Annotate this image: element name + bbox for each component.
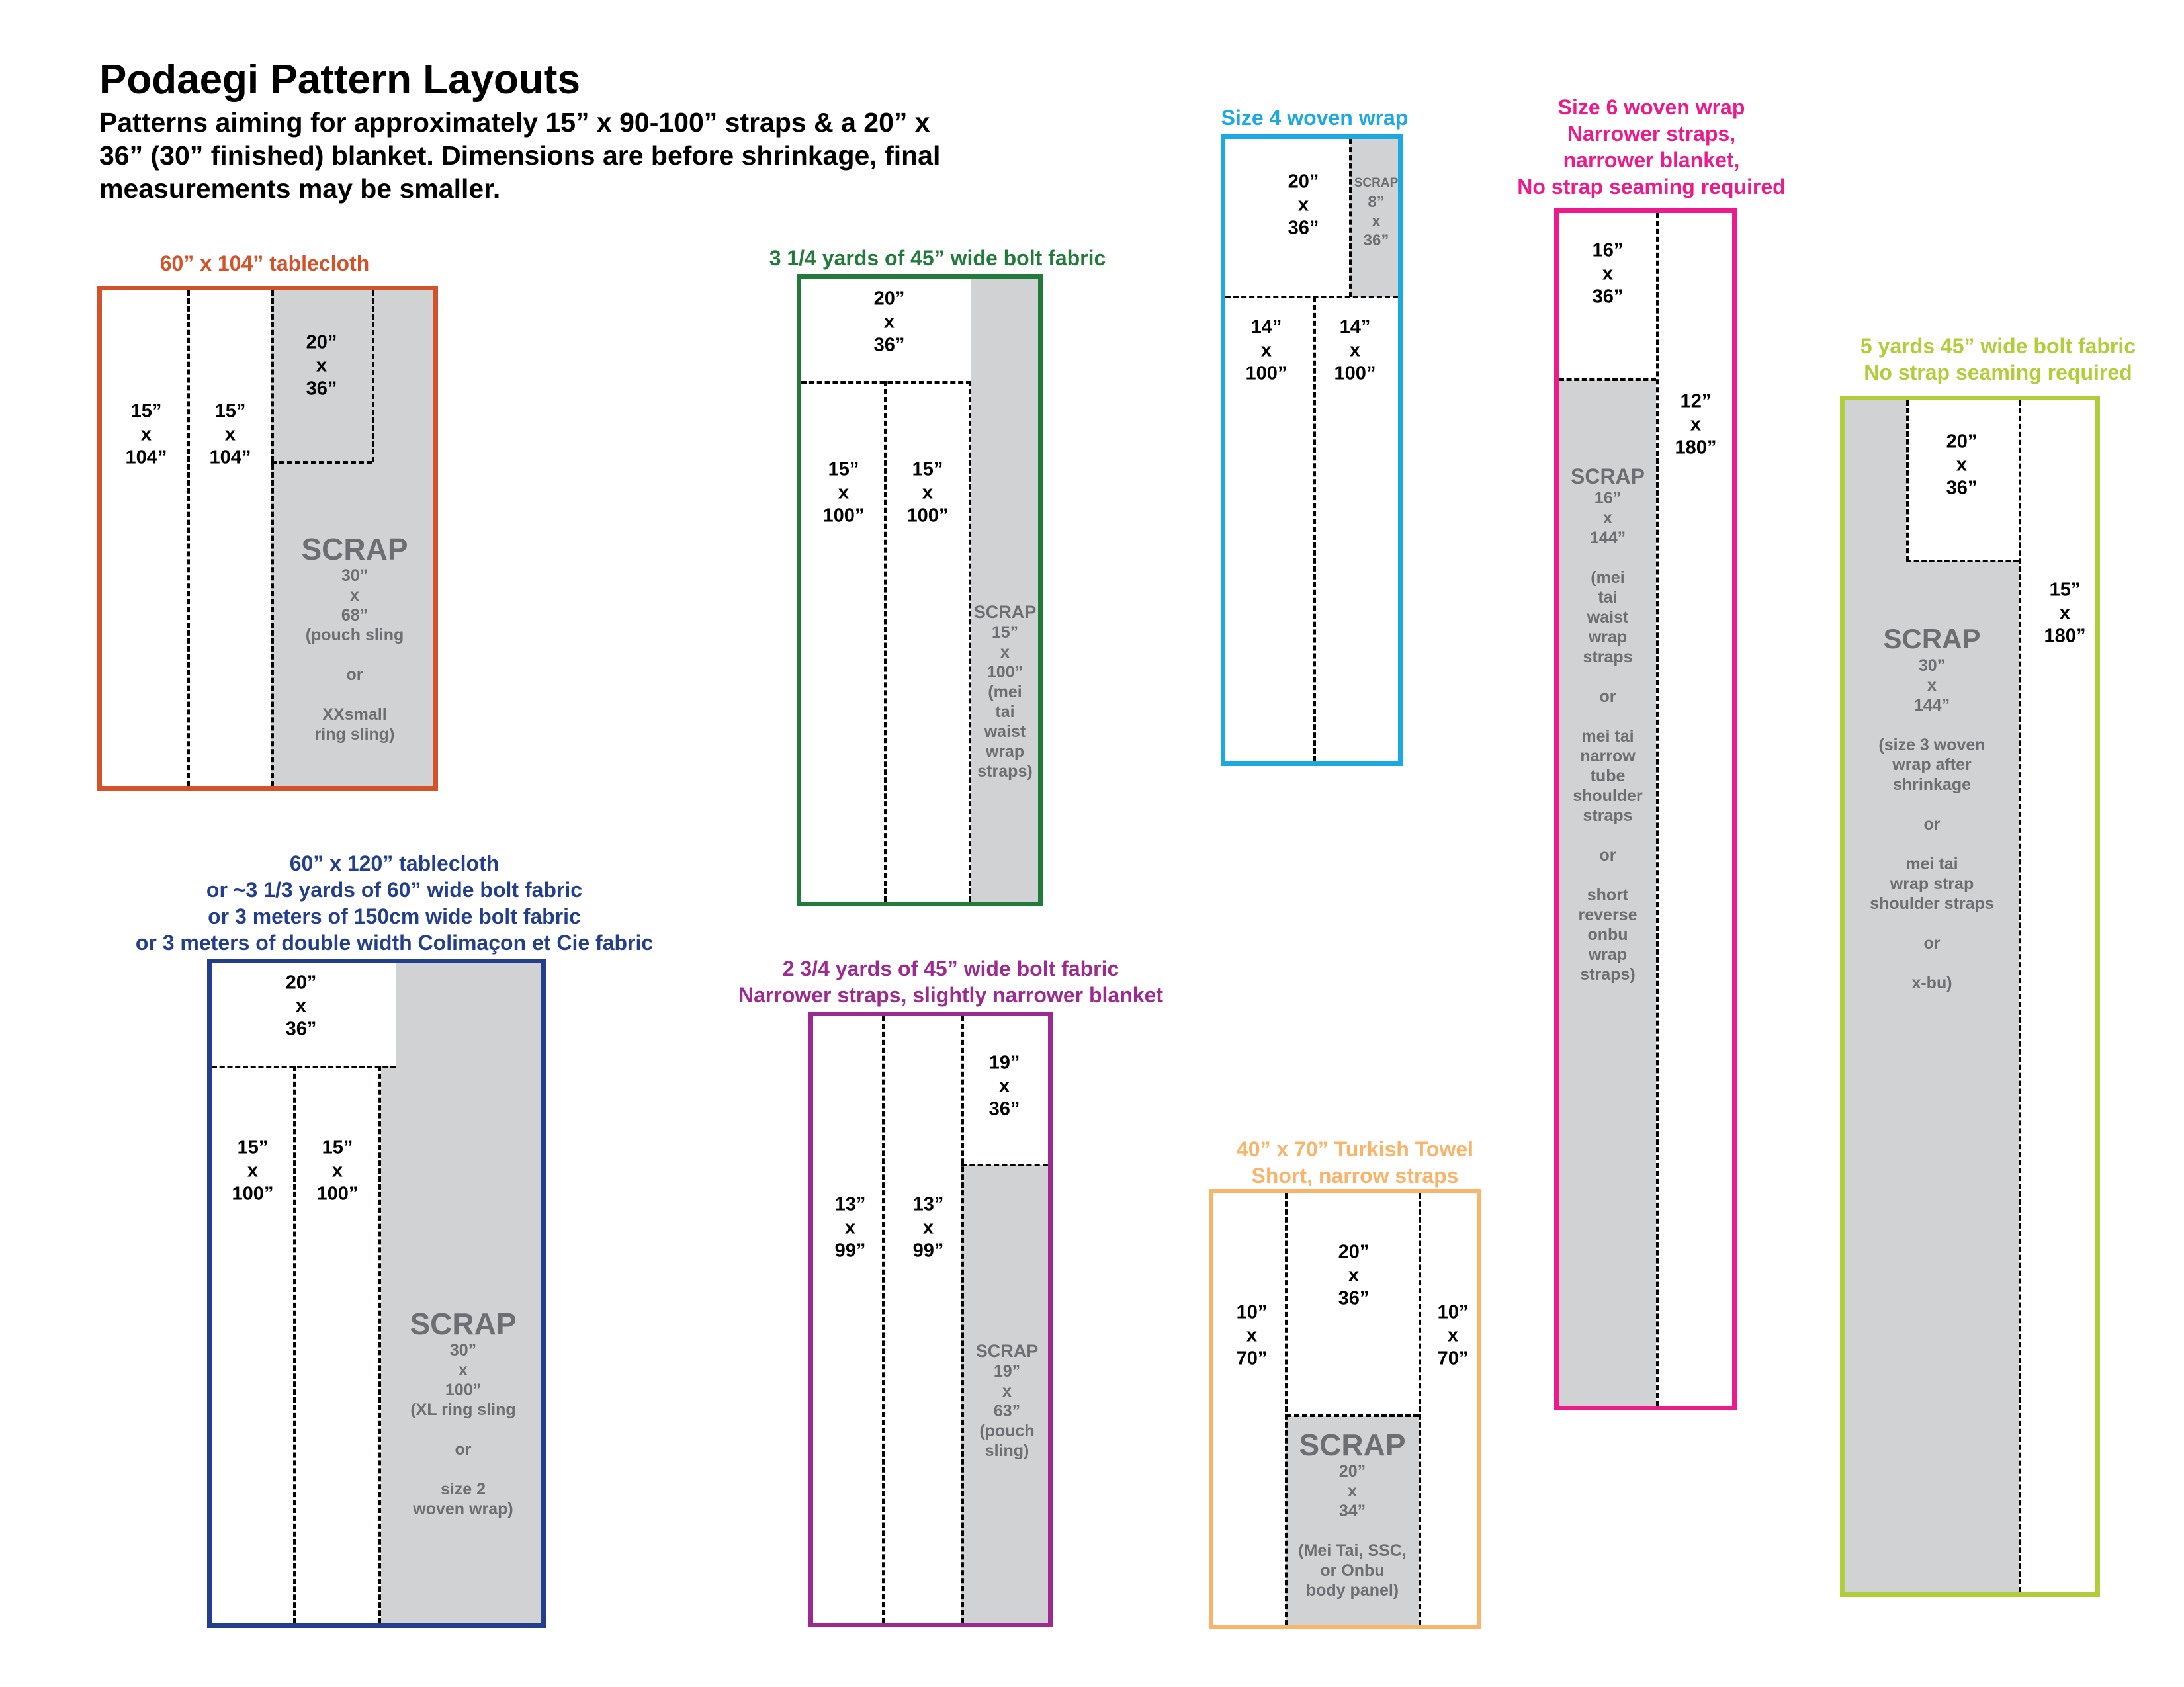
text-line: x: [1002, 1382, 1012, 1401]
text-line: Size 6 woven wrap: [1557, 95, 1745, 119]
text-line: [1571, 826, 1645, 845]
scrap-title: SCRAP: [410, 1307, 517, 1341]
text-line: x: [1956, 454, 1968, 476]
text-line: narrow: [1580, 747, 1636, 765]
scrap-title: SCRAP: [973, 602, 1037, 622]
text-line: x: [1602, 263, 1614, 284]
cut-line: [1313, 297, 1316, 761]
text-line: tai: [995, 703, 1015, 721]
piece-strap: [317, 1137, 359, 1206]
text-line: 3 1/4 yards of 45” wide bolt fabric: [769, 246, 1106, 270]
scrap-notes: [974, 682, 1037, 781]
text-line: (pouch sling: [305, 626, 404, 644]
text-line: x: [295, 995, 307, 1017]
scrap-region: [396, 963, 541, 1066]
text-line: x: [844, 1217, 856, 1238]
text-line: 36”: [873, 334, 905, 356]
cut-line: [293, 1066, 296, 1623]
layout-board-turkish-towel: [1209, 1189, 1481, 1629]
text-line: 100”: [1245, 363, 1288, 384]
text-line: 40” x 70” Turkish Towel: [1236, 1137, 1474, 1161]
text-line: 100”: [986, 663, 1024, 681]
text-line: [410, 1420, 516, 1440]
layout-board-bolt-3-25: [797, 274, 1043, 906]
text-line: 13”: [912, 1193, 944, 1215]
text-line: wrap: [1588, 628, 1628, 646]
text-line: x: [1297, 194, 1309, 216]
text-line: x: [224, 423, 236, 445]
scrap-dims: [301, 566, 408, 625]
piece-strap: [907, 458, 949, 528]
text-line: [1571, 667, 1645, 687]
text-line: 14”: [1339, 316, 1371, 338]
text-line: or: [1599, 687, 1616, 706]
text-line: [1870, 914, 1994, 933]
text-line: 99”: [912, 1240, 944, 1262]
scrap-dims: [1571, 488, 1645, 548]
text-line: 36”: [988, 1098, 1020, 1120]
scrap-title: SCRAP: [975, 1341, 1039, 1361]
text-line: 19”: [993, 1362, 1021, 1381]
scrap-dims: [1354, 193, 1399, 250]
scrap-notes: [1571, 548, 1645, 984]
layout-heading-woven-size6: [1517, 94, 1785, 200]
layout-board-bolt-5: [1840, 396, 2100, 1597]
scrap-region: [971, 279, 1038, 902]
scrap-label: [1298, 1428, 1406, 1600]
text-line: straps): [977, 762, 1033, 781]
text-line: onbu: [1587, 926, 1628, 944]
text-line: 30”: [341, 566, 369, 585]
text-line: 104”: [125, 447, 167, 468]
text-line: 19”: [988, 1052, 1020, 1074]
text-line: short: [1587, 886, 1629, 904]
scrap-title: SCRAP: [1570, 464, 1645, 488]
scrap-region: [1845, 400, 2019, 1592]
text-line: x: [922, 1217, 934, 1238]
text-line: or Onbu: [1320, 1561, 1385, 1580]
text-line: 36”: [306, 378, 337, 400]
page-subtitle: Patterns aiming for approximately 15” x 90-100” straps & a 20” x 36” (30” finished) blanket. Dimensions are before shrinkage, final measurements may be smaller.: [99, 107, 941, 204]
text-line: [1870, 795, 1994, 814]
text-line: or: [1599, 846, 1616, 865]
piece-strap: [1246, 316, 1288, 386]
text-line: 16”: [1594, 489, 1622, 507]
cut-line: [1656, 213, 1659, 1406]
text-line: 16”: [1592, 239, 1624, 261]
text-line: x: [247, 1160, 259, 1182]
piece-strap: [1675, 390, 1717, 460]
text-line: 144”: [1913, 696, 1950, 714]
cut-line: [1906, 560, 2019, 562]
text-line: 100”: [822, 505, 865, 527]
cut-line: [1349, 139, 1352, 297]
text-line: x: [331, 1160, 343, 1182]
text-line: 36”: [1338, 1287, 1370, 1309]
text-line: sling): [984, 1442, 1029, 1460]
cut-line: [961, 1016, 964, 1623]
text-line: x: [140, 423, 152, 445]
piece-blanket: [874, 288, 905, 357]
text-line: mei tai: [1581, 727, 1634, 746]
text-line: size 2: [440, 1480, 486, 1498]
scrap-title: SCRAP: [301, 532, 408, 566]
text-line: [1870, 953, 1994, 973]
text-line: No strap seaming required: [1864, 361, 2132, 384]
text-line: tube: [1590, 767, 1626, 785]
text-line: 20”: [1338, 1241, 1370, 1263]
text-line: 34”: [1338, 1502, 1366, 1520]
piece-blanket: [286, 972, 317, 1041]
text-line: x: [1348, 1482, 1357, 1500]
text-line: 5 yards 45” wide bolt fabric: [1860, 334, 2136, 358]
text-line: or: [1923, 815, 1941, 834]
text-line: 60” x 120” tablecloth: [289, 851, 500, 875]
text-line: [1571, 865, 1645, 885]
text-line: mei tai: [1905, 855, 1958, 873]
text-line: or ~3 1/3 yards of 60” wide bolt fabric: [206, 878, 583, 902]
cut-line: [1906, 400, 1909, 561]
text-line: 15”: [991, 623, 1019, 642]
text-line: or 3 meters of 150cm wide bolt fabric: [208, 904, 581, 928]
cut-line: [187, 290, 190, 786]
layout-board-woven-size6: [1554, 208, 1737, 1410]
scrap-title: SCRAP: [1354, 176, 1399, 190]
text-line: 68”: [341, 606, 369, 625]
cut-line: [271, 461, 372, 464]
text-line: 36”: [1288, 217, 1319, 239]
text-line: [1571, 548, 1645, 568]
text-line: x: [1260, 339, 1272, 361]
text-line: 15”: [237, 1137, 269, 1158]
scrap-notes: [1298, 1521, 1406, 1600]
text-line: x: [316, 355, 328, 376]
text-line: straps: [1583, 806, 1633, 825]
piece-strap: [913, 1193, 944, 1263]
text-line: x: [1372, 212, 1381, 230]
text-line: 20”: [1338, 1462, 1366, 1481]
text-line: 100”: [445, 1381, 482, 1399]
text-line: 30”: [1918, 656, 1946, 675]
scrap-notes: [410, 1400, 516, 1519]
text-line: narrower blanket,: [1563, 148, 1740, 172]
text-line: x: [838, 482, 850, 503]
piece-blanket: [306, 331, 337, 401]
text-line: x: [1603, 509, 1612, 527]
scrap-label: [1571, 464, 1645, 984]
text-line: 15”: [130, 400, 162, 422]
text-line: waist: [1587, 608, 1629, 627]
scrap-label: [974, 602, 1037, 781]
piece-blanket: [989, 1052, 1020, 1121]
cut-line: [1559, 378, 1656, 381]
text-line: shoulder: [1573, 787, 1643, 805]
text-line: x: [350, 586, 359, 605]
cut-line: [2019, 400, 2021, 1592]
text-line: [410, 1459, 516, 1479]
text-line: Narrower straps,: [1567, 122, 1736, 146]
scrap-label: [976, 1341, 1039, 1461]
text-line: wrap: [1588, 945, 1628, 964]
text-line: 63”: [993, 1402, 1021, 1420]
text-line: 36”: [285, 1018, 317, 1040]
text-line: (size 3 woven: [1878, 736, 1986, 754]
text-line: 12”: [1680, 390, 1712, 412]
text-line: 36”: [1363, 232, 1389, 249]
text-line: straps: [1583, 648, 1633, 666]
text-line: 144”: [1589, 529, 1626, 547]
cut-line: [378, 1066, 381, 1623]
text-line: [1571, 707, 1645, 726]
text-line: wrap strap: [1890, 875, 1974, 893]
text-line: x-bu): [1911, 974, 1952, 992]
layout-board-tablecloth-104: [97, 286, 438, 791]
text-line: (mei: [1591, 568, 1625, 587]
layout-heading-tablecloth-120: [136, 850, 653, 956]
text-line: 104”: [209, 447, 251, 468]
scrap-notes: [1870, 715, 1994, 993]
text-line: [301, 685, 408, 705]
scrap-notes: [301, 625, 408, 744]
text-line: 100”: [906, 505, 949, 527]
scrap-title: SCRAP: [1299, 1428, 1406, 1462]
text-line: [1870, 834, 1994, 854]
text-line: 100”: [316, 1183, 359, 1205]
text-line: 10”: [1236, 1301, 1268, 1323]
text-line: [1298, 1521, 1406, 1541]
text-line: 15”: [2049, 579, 2081, 601]
text-line: wrap: [985, 742, 1025, 761]
text-line: x: [1246, 1324, 1258, 1346]
text-line: 15”: [214, 400, 246, 422]
text-line: 15”: [828, 458, 859, 480]
scrap-label: [410, 1307, 516, 1519]
text-line: 20”: [1288, 171, 1319, 193]
text-line: Short, narrow straps: [1251, 1164, 1459, 1188]
layout-heading-bolt-3-25: [769, 245, 1106, 271]
piece-strap: [126, 400, 167, 470]
piece-strap: [2044, 579, 2086, 648]
text-line: 20”: [1946, 431, 1978, 453]
text-line: reverse: [1578, 906, 1638, 924]
piece-strap: [823, 458, 865, 528]
text-line: x: [922, 482, 934, 503]
cut-line: [1286, 1414, 1419, 1417]
text-line: 180”: [2044, 625, 2086, 647]
text-line: x: [1349, 339, 1361, 361]
scrap-label: [1870, 623, 1994, 993]
text-line: wrap after: [1892, 756, 1972, 774]
piece-strap: [1334, 316, 1376, 386]
text-line: x: [2059, 602, 2071, 624]
piece-strap: [835, 1193, 866, 1263]
cut-line: [1419, 1193, 1421, 1625]
text-line: Narrower straps, slightly narrower blanket: [738, 983, 1163, 1007]
text-line: body panel): [1305, 1581, 1399, 1600]
text-line: (pouch: [979, 1422, 1035, 1440]
cut-line: [961, 1164, 1048, 1166]
text-line: x: [998, 1075, 1010, 1097]
text-line: XXsmall: [322, 705, 387, 724]
piece-blanket: [1338, 1241, 1370, 1311]
text-line: 20”: [873, 288, 905, 310]
text-line: 2 3/4 yards of 45” wide bolt fabric: [782, 957, 1119, 980]
piece-strap: [1438, 1301, 1469, 1371]
cut-line: [1225, 296, 1398, 298]
text-line: 14”: [1250, 316, 1282, 338]
text-line: 8”: [1368, 193, 1385, 211]
piece-strap: [1237, 1301, 1268, 1371]
scrap-title: SCRAP: [1883, 623, 1981, 654]
cut-line: [1285, 1193, 1288, 1625]
text-line: 20”: [306, 331, 337, 353]
text-line: x: [1447, 1324, 1459, 1346]
piece-blanket: [1288, 171, 1319, 240]
piece-strap: [232, 1137, 274, 1206]
text-line: x: [1000, 643, 1010, 662]
text-line: or 3 meters of double width Colimaçon et Cie fabric: [135, 931, 654, 955]
text-line: x: [1690, 413, 1702, 435]
text-line: 10”: [1437, 1301, 1469, 1323]
layout-heading-tablecloth-104: [160, 250, 370, 277]
text-line: [301, 645, 408, 665]
scrap-region: [372, 290, 433, 462]
text-line: 100”: [232, 1183, 274, 1205]
text-line: 36”: [1946, 477, 1978, 499]
text-line: x: [883, 311, 895, 333]
text-line: 30”: [449, 1341, 477, 1360]
text-line: 100”: [1334, 363, 1376, 384]
layout-board-bolt-2-75: [808, 1012, 1053, 1627]
text-line: woven wrap): [413, 1500, 513, 1518]
scrap-dims: [976, 1362, 1039, 1421]
text-line: (mei: [988, 683, 1022, 701]
text-line: (XL ring sling: [410, 1401, 516, 1419]
text-line: (Mei Tai, SSC,: [1298, 1541, 1407, 1560]
text-line: No strap seaming required: [1517, 175, 1786, 198]
text-line: 70”: [1437, 1348, 1469, 1369]
piece-blanket: [1946, 431, 1978, 500]
text-line: 180”: [1675, 437, 1717, 458]
text-line: shoulder straps: [1870, 894, 1994, 913]
text-line: 20”: [285, 972, 317, 994]
cut-line: [884, 381, 887, 902]
layout-board-tablecloth-120: [207, 959, 546, 1628]
text-line: 99”: [834, 1240, 866, 1262]
cut-line: [969, 381, 971, 902]
layout-heading-turkish-towel: [1237, 1136, 1473, 1189]
text-line: x: [459, 1361, 468, 1379]
scrap-dims: [974, 623, 1037, 682]
text-line: straps): [1580, 965, 1636, 984]
cut-line: [372, 290, 374, 462]
scrap-label: [1354, 173, 1399, 250]
text-line: tai: [1598, 588, 1618, 607]
scrap-label: [301, 533, 408, 744]
scrap-dims: [1870, 656, 1994, 715]
scrap-dims: [1298, 1461, 1406, 1521]
text-line: 70”: [1236, 1348, 1268, 1369]
text-line: [1870, 715, 1994, 735]
text-line: 60” x 104” tablecloth: [159, 251, 370, 275]
text-line: 15”: [322, 1137, 353, 1158]
layout-heading-woven-size4: [1221, 105, 1409, 131]
page-title: Podaegi Pattern Layouts: [99, 57, 580, 103]
text-line: 13”: [834, 1193, 866, 1215]
scrap-dims: [410, 1340, 516, 1400]
cut-line: [212, 1066, 396, 1068]
layout-board-woven-size4: [1221, 134, 1403, 766]
text-line: 15”: [912, 458, 943, 480]
cut-line: [882, 1016, 885, 1623]
text-line: x: [1927, 676, 1937, 695]
cut-line: [271, 290, 274, 786]
piece-strap: [210, 400, 251, 470]
text-line: shrinkage: [1892, 775, 1972, 794]
text-line: waist: [984, 722, 1026, 741]
scrap-notes: [976, 1421, 1039, 1461]
text-line: x: [1348, 1264, 1360, 1286]
text-line: ring sling): [314, 725, 395, 744]
layout-heading-bolt-5: [1860, 333, 2136, 386]
piece-blanket: [1593, 239, 1624, 309]
text-line: or: [1923, 934, 1941, 953]
text-line: 36”: [1592, 286, 1624, 308]
layout-heading-bolt-2-75: [738, 955, 1163, 1008]
text-line: Size 4 woven wrap: [1221, 106, 1409, 130]
text-line: or: [455, 1440, 472, 1459]
text-line: or: [346, 666, 363, 684]
